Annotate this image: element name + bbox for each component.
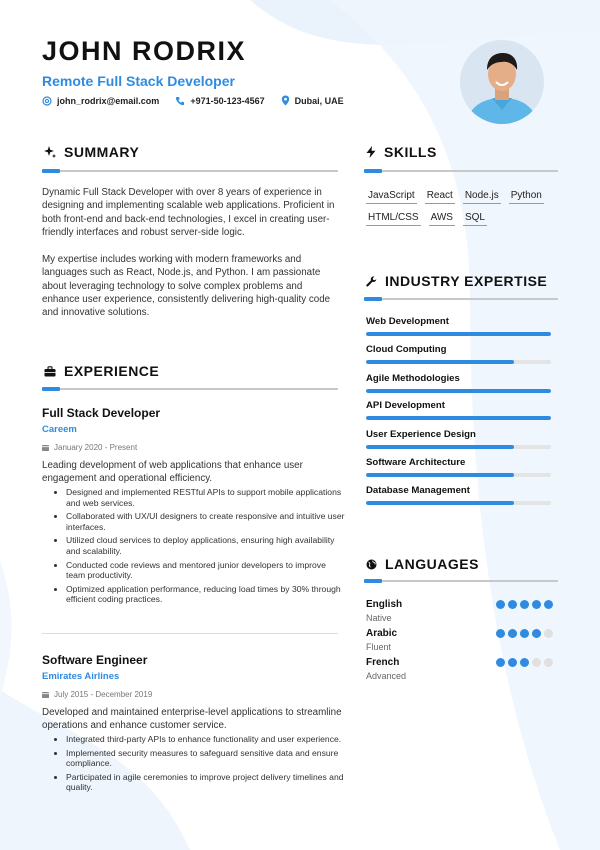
skill-tag: JavaScript: [366, 190, 417, 204]
experience-heading: EXPERIENCE: [44, 363, 159, 379]
language-level: Fluent: [366, 642, 392, 652]
rating-dot-empty: [532, 658, 541, 667]
email-text: john_rodrix@email.com: [57, 95, 160, 106]
wrench-icon: [366, 276, 377, 287]
list-item: • Conducted code reviews and mentored junior developers to improve team productivity.: [66, 560, 346, 581]
language-level: Native: [366, 613, 392, 623]
globe-icon: [366, 559, 377, 570]
expertise-heading: INDUSTRY EXPERTISE: [366, 273, 547, 289]
job-divider: [42, 633, 338, 634]
expertise-bar: [366, 445, 551, 449]
company-name: Emirates Airlines: [42, 671, 120, 682]
job-title: Full Stack Developer: [42, 406, 161, 420]
job-description: Developed and maintained enterprise-level applications to streamline operations and enhance customer service.: [42, 707, 342, 731]
list-item: • Integrated third-party APIs to enhance functionality and user experience.: [66, 734, 346, 745]
skill-tag: AWS: [429, 212, 455, 226]
list-item: • Collaborated with UX/UI designers to create responsive and intuitive user interfaces.: [66, 511, 346, 532]
list-item: • Participated in agile ceremonies to improve project delivery timelines and quality.: [66, 772, 346, 793]
rating-dot-filled: [496, 600, 505, 609]
sparkle-icon: [44, 146, 56, 158]
job-bullets: [54, 487, 346, 608]
contact-phone[interactable]: [175, 95, 264, 106]
at-icon: [42, 96, 52, 106]
phone-icon: [175, 96, 185, 106]
skills-rule: [364, 170, 558, 172]
summary-paragraph: Dynamic Full Stack Developer with over 8 years of experience in designing and implementing scalable web applications. Proficient in both front-end and back-end technologies, I excel in creating user-friendly interfaces and robust server-side logic.: [42, 187, 335, 238]
expertise-label: User Experience Design: [366, 429, 476, 440]
rating-dot-filled: [532, 600, 541, 609]
job-bullets: [54, 734, 346, 796]
skills-list: [366, 190, 556, 226]
summary-paragraph: My expertise includes working with modern frameworks and languages such as React, Node.js, and Python. I am passionate about leveraging technology to solve complex problems and enhance user experience, consistently delivering high-quality code and innovative solutions.: [42, 254, 331, 319]
skill-tag: React: [425, 190, 455, 204]
list-item: • Utilized cloud services to deploy applications, ensuring high availability and scalability.: [66, 535, 346, 556]
list-item: • Optimized application performance, reducing load times by 30% through efficient coding practices.: [66, 584, 346, 605]
rating-dot-filled: [532, 629, 541, 638]
calendar-icon: [42, 444, 49, 451]
job-dates: January 2020 - Present: [42, 443, 137, 452]
language-rating: [496, 600, 553, 609]
expertise-label: Cloud Computing: [366, 344, 447, 355]
rating-dot-filled: [496, 629, 505, 638]
skill-tag: Node.js: [463, 190, 501, 204]
expertise-label: Agile Methodologies: [366, 373, 460, 384]
list-item: • Designed and implemented RESTful APIs to support mobile applications and web services.: [66, 487, 346, 508]
job-description: Leading development of web applications that enhance user engagement and operational efficiency.: [42, 460, 303, 484]
skills-heading: SKILLS: [366, 144, 437, 160]
summary-rule: [42, 170, 338, 172]
job-title: Software Engineer: [42, 653, 148, 667]
rating-dot-filled: [520, 629, 529, 638]
list-item: • Implemented security measures to safeguard sensitive data and ensure compliance.: [66, 748, 346, 769]
skill-tag: SQL: [463, 212, 487, 226]
summary-heading: SUMMARY: [44, 144, 139, 160]
lightning-icon: [366, 146, 376, 158]
languages-heading: LANGUAGES: [366, 556, 479, 572]
languages-rule: [364, 580, 558, 582]
expertise-rule: [364, 298, 558, 300]
expertise-label: API Development: [366, 400, 445, 411]
contact-location: [281, 95, 344, 106]
rating-dot-filled: [520, 600, 529, 609]
location-pin-icon: [281, 95, 290, 106]
phone-text: +971-50-123-4567: [190, 95, 265, 106]
language-rating: [496, 629, 553, 638]
skill-tag: Python: [509, 190, 544, 204]
language-name: French: [366, 657, 400, 668]
expertise-bar: [366, 360, 551, 364]
calendar-icon: [42, 691, 49, 698]
expertise-label: Software Architecture: [366, 457, 466, 468]
rating-dot-filled: [520, 658, 529, 667]
rating-dot-filled: [496, 658, 505, 667]
language-name: Arabic: [366, 628, 398, 639]
contact-bar: [42, 95, 344, 106]
contact-email[interactable]: [42, 95, 159, 106]
experience-rule: [42, 388, 338, 390]
language-level: Advanced: [366, 671, 407, 681]
language-name: English: [366, 599, 403, 610]
rating-dot-empty: [544, 629, 553, 638]
company-name: Careem: [42, 424, 77, 435]
briefcase-icon: [44, 366, 56, 377]
expertise-bar: [366, 332, 551, 336]
location-text: Dubai, UAE: [294, 95, 344, 106]
candidate-name: JOHN RODRIX: [42, 36, 247, 66]
rating-dot-filled: [544, 600, 553, 609]
rating-dot-filled: [508, 629, 517, 638]
expertise-label: Web Development: [366, 316, 449, 327]
expertise-bar: [366, 501, 551, 505]
expertise-bar: [366, 389, 551, 393]
job-dates: July 2015 - December 2019: [42, 690, 152, 699]
expertise-bar: [366, 416, 551, 420]
skill-tag: HTML/CSS: [366, 212, 421, 226]
profile-photo: [460, 40, 544, 124]
candidate-title: Remote Full Stack Developer: [42, 73, 235, 89]
rating-dot-filled: [508, 600, 517, 609]
rating-dot-filled: [508, 658, 517, 667]
rating-dot-empty: [544, 658, 553, 667]
expertise-bar: [366, 473, 551, 477]
expertise-label: Database Management: [366, 485, 470, 496]
language-rating: [496, 658, 553, 667]
